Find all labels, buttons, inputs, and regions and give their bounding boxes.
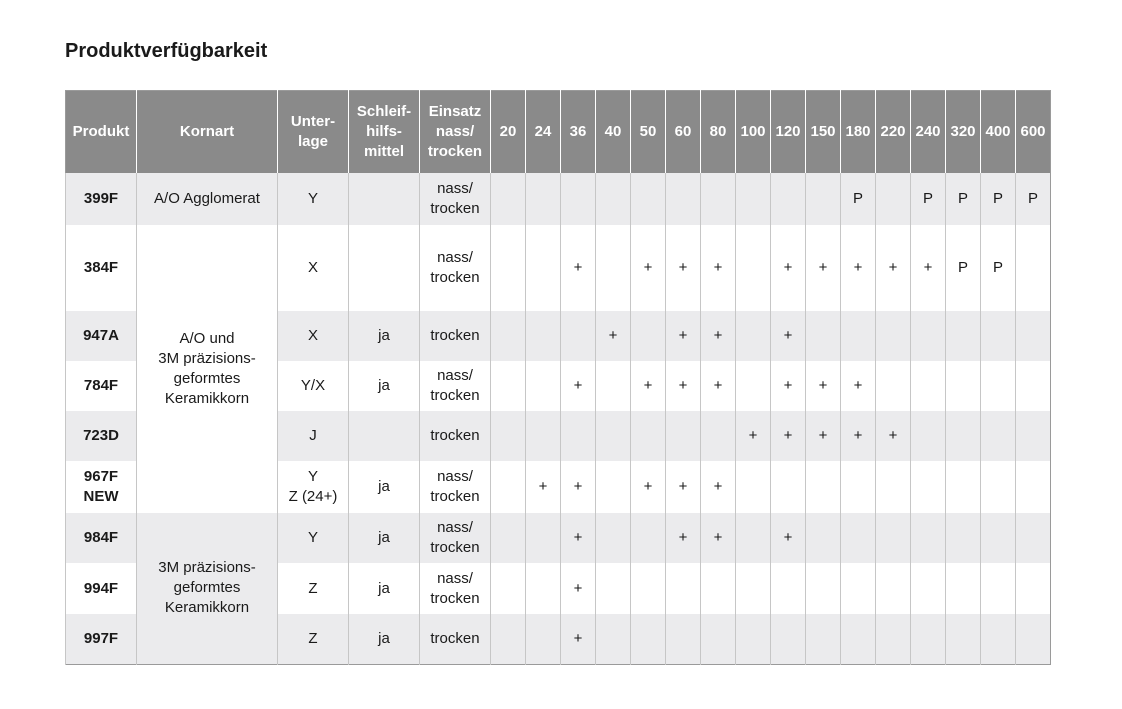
unterlage-cell: Z xyxy=(278,614,349,664)
grit-cell: + xyxy=(876,225,911,311)
grit-cell xyxy=(596,563,631,614)
header-grit: 180 xyxy=(841,91,876,174)
grit-cell xyxy=(596,513,631,563)
grit-cell xyxy=(491,311,526,361)
grit-cell: P xyxy=(1016,173,1051,225)
grit-cell xyxy=(596,614,631,664)
grit-cell: + xyxy=(666,513,701,563)
header-grit: 400 xyxy=(981,91,1016,174)
einsatz-cell: nass/ trocken xyxy=(420,513,491,563)
grit-cell xyxy=(911,411,946,461)
grit-cell xyxy=(526,614,561,664)
grit-cell: P xyxy=(981,225,1016,311)
grit-cell: + xyxy=(701,513,736,563)
grit-cell xyxy=(596,361,631,411)
table-row xyxy=(66,225,1051,311)
grit-cell xyxy=(911,311,946,361)
grit-cell: + xyxy=(666,311,701,361)
product-code: 967F NEW xyxy=(66,461,137,513)
grit-cell: + xyxy=(561,461,596,513)
grit-cell xyxy=(736,173,771,225)
grit-cell: + xyxy=(841,225,876,311)
product-code: 723D xyxy=(66,411,137,461)
grit-cell: + xyxy=(701,461,736,513)
grit-cell xyxy=(631,513,666,563)
unterlage-cell: Y xyxy=(278,513,349,563)
grit-cell xyxy=(596,225,631,311)
grit-cell: + xyxy=(666,461,701,513)
schleifhilfsmittel-cell xyxy=(349,411,420,461)
kornart-cell: 3M präzisions- geformtes Keramikkorn xyxy=(137,513,278,664)
grit-cell xyxy=(981,311,1016,361)
unterlage-cell: J xyxy=(278,411,349,461)
grit-cell xyxy=(876,361,911,411)
grit-cell: + xyxy=(526,461,561,513)
grit-cell xyxy=(631,311,666,361)
grit-cell: + xyxy=(771,513,806,563)
header-grit: 60 xyxy=(666,91,701,174)
grit-cell xyxy=(806,311,841,361)
grit-cell xyxy=(526,311,561,361)
grit-cell: + xyxy=(666,225,701,311)
grit-cell xyxy=(1016,361,1051,411)
grit-cell xyxy=(491,614,526,664)
schleifhilfsmittel-cell: ja xyxy=(349,461,420,513)
grit-cell: + xyxy=(911,225,946,311)
grit-cell xyxy=(981,563,1016,614)
schleifhilfsmittel-cell: ja xyxy=(349,513,420,563)
grit-cell xyxy=(946,614,981,664)
einsatz-cell: nass/ trocken xyxy=(420,461,491,513)
grit-cell xyxy=(946,513,981,563)
grit-cell xyxy=(526,563,561,614)
grit-cell xyxy=(491,513,526,563)
header-grit: 50 xyxy=(631,91,666,174)
grit-cell: + xyxy=(561,361,596,411)
einsatz-cell: trocken xyxy=(420,311,491,361)
grit-cell xyxy=(806,513,841,563)
grit-cell xyxy=(561,173,596,225)
grit-cell xyxy=(946,461,981,513)
grit-cell xyxy=(631,411,666,461)
grit-cell xyxy=(736,513,771,563)
unterlage-cell: Z xyxy=(278,563,349,614)
header-kornart: Kornart xyxy=(137,91,278,174)
schleifhilfsmittel-cell: ja xyxy=(349,361,420,411)
grit-cell xyxy=(876,311,911,361)
grit-cell xyxy=(841,513,876,563)
einsatz-cell: nass/ trocken xyxy=(420,173,491,225)
grit-cell xyxy=(736,225,771,311)
grit-cell: + xyxy=(701,225,736,311)
grit-cell xyxy=(911,614,946,664)
grit-cell: + xyxy=(631,461,666,513)
grit-cell xyxy=(806,173,841,225)
grit-cell: P xyxy=(981,173,1016,225)
page-title: Produktverfügbarkeit xyxy=(65,40,268,62)
header-grit: 150 xyxy=(806,91,841,174)
kornart-cell: A/O Agglomerat xyxy=(137,173,278,225)
grit-cell: P xyxy=(911,173,946,225)
grit-cell xyxy=(981,513,1016,563)
grit-cell xyxy=(806,461,841,513)
table-header-row xyxy=(66,91,1051,174)
header-grit: 40 xyxy=(596,91,631,174)
grit-cell xyxy=(771,461,806,513)
unterlage-cell: X xyxy=(278,225,349,311)
grit-cell: + xyxy=(701,311,736,361)
header-grit: 320 xyxy=(946,91,981,174)
grit-cell xyxy=(491,225,526,311)
grit-cell xyxy=(596,173,631,225)
grit-cell: + xyxy=(771,361,806,411)
grit-cell: P xyxy=(946,173,981,225)
product-availability-table xyxy=(65,90,1051,665)
grit-cell xyxy=(491,563,526,614)
grit-cell xyxy=(1016,563,1051,614)
header-grit: 240 xyxy=(911,91,946,174)
grit-cell xyxy=(736,563,771,614)
grit-cell xyxy=(631,614,666,664)
grit-cell xyxy=(946,411,981,461)
grit-cell xyxy=(666,173,701,225)
grit-cell: + xyxy=(876,411,911,461)
unterlage-cell: Y/X xyxy=(278,361,349,411)
grit-cell xyxy=(981,411,1016,461)
header-einsatz: Einsatz nass/ trocken xyxy=(420,91,491,174)
grit-cell xyxy=(876,173,911,225)
grit-cell xyxy=(981,614,1016,664)
unterlage-cell: X xyxy=(278,311,349,361)
grit-cell xyxy=(876,614,911,664)
grit-cell: + xyxy=(701,361,736,411)
header-grit: 120 xyxy=(771,91,806,174)
grit-cell xyxy=(1016,411,1051,461)
einsatz-cell: trocken xyxy=(420,411,491,461)
grit-cell xyxy=(981,461,1016,513)
grit-cell xyxy=(911,563,946,614)
grit-cell xyxy=(841,563,876,614)
kornart-cell: A/O und 3M präzisions- geformtes Keramikkorn xyxy=(137,225,278,513)
schleifhilfsmittel-cell: ja xyxy=(349,311,420,361)
grit-cell xyxy=(526,361,561,411)
grit-cell xyxy=(911,361,946,411)
grit-cell xyxy=(666,563,701,614)
grit-cell xyxy=(736,311,771,361)
grit-cell xyxy=(876,461,911,513)
grit-cell xyxy=(736,361,771,411)
grit-cell: + xyxy=(666,361,701,411)
grit-cell: + xyxy=(561,513,596,563)
grit-cell xyxy=(561,311,596,361)
grit-cell xyxy=(806,563,841,614)
grit-cell: + xyxy=(596,311,631,361)
grit-cell xyxy=(981,361,1016,411)
grit-cell xyxy=(701,563,736,614)
grit-cell xyxy=(491,461,526,513)
grit-cell: P xyxy=(841,173,876,225)
schleifhilfsmittel-cell: ja xyxy=(349,614,420,664)
header-unterlage: Unter- lage xyxy=(278,91,349,174)
schleifhilfsmittel-cell xyxy=(349,173,420,225)
grit-cell xyxy=(701,614,736,664)
grit-cell: P xyxy=(946,225,981,311)
schleifhilfsmittel-cell: ja xyxy=(349,563,420,614)
grit-cell xyxy=(841,614,876,664)
grit-cell xyxy=(491,361,526,411)
grit-cell: + xyxy=(771,225,806,311)
grit-cell: + xyxy=(841,411,876,461)
grit-cell xyxy=(526,173,561,225)
grit-cell xyxy=(526,513,561,563)
header-grit: 80 xyxy=(701,91,736,174)
grit-cell xyxy=(1016,461,1051,513)
grit-cell: + xyxy=(806,361,841,411)
grit-cell xyxy=(1016,225,1051,311)
grit-cell xyxy=(666,614,701,664)
einsatz-cell: nass/ trocken xyxy=(420,225,491,311)
grit-cell xyxy=(1016,614,1051,664)
unterlage-cell: Y Z (24+) xyxy=(278,461,349,513)
schleifhilfsmittel-cell xyxy=(349,225,420,311)
grit-cell: + xyxy=(806,411,841,461)
grit-cell xyxy=(946,563,981,614)
grit-cell xyxy=(491,411,526,461)
table-row xyxy=(66,513,1051,563)
header-grit: 100 xyxy=(736,91,771,174)
grit-cell xyxy=(911,513,946,563)
grit-cell xyxy=(946,311,981,361)
header-grit: 600 xyxy=(1016,91,1051,174)
grit-cell xyxy=(841,311,876,361)
unterlage-cell: Y xyxy=(278,173,349,225)
header-grit: 20 xyxy=(491,91,526,174)
grit-cell xyxy=(771,614,806,664)
grit-cell xyxy=(596,461,631,513)
table-row xyxy=(66,173,1051,225)
grit-cell: + xyxy=(631,361,666,411)
product-code: 994F xyxy=(66,563,137,614)
grit-cell xyxy=(911,461,946,513)
grit-cell xyxy=(841,461,876,513)
header-grit: 220 xyxy=(876,91,911,174)
grit-cell xyxy=(736,614,771,664)
grit-cell xyxy=(1016,311,1051,361)
grit-cell xyxy=(526,225,561,311)
einsatz-cell: nass/ trocken xyxy=(420,563,491,614)
header-produkt: Produkt xyxy=(66,91,137,174)
product-code: 984F xyxy=(66,513,137,563)
product-code: 784F xyxy=(66,361,137,411)
grit-cell xyxy=(526,411,561,461)
grit-cell: + xyxy=(771,411,806,461)
grit-cell: + xyxy=(806,225,841,311)
grit-cell: + xyxy=(771,311,806,361)
grit-cell xyxy=(631,563,666,614)
einsatz-cell: trocken xyxy=(420,614,491,664)
grit-cell xyxy=(596,411,631,461)
grit-cell xyxy=(946,361,981,411)
grit-cell xyxy=(701,411,736,461)
product-code: 947A xyxy=(66,311,137,361)
grit-cell: + xyxy=(561,614,596,664)
grit-cell xyxy=(806,614,841,664)
grit-cell xyxy=(561,411,596,461)
header-grit: 36 xyxy=(561,91,596,174)
grit-cell xyxy=(491,173,526,225)
grit-cell xyxy=(631,173,666,225)
grit-cell xyxy=(666,411,701,461)
grit-cell: + xyxy=(841,361,876,411)
grit-cell: + xyxy=(736,411,771,461)
header-grit: 24 xyxy=(526,91,561,174)
grit-cell: + xyxy=(561,563,596,614)
grit-cell: + xyxy=(561,225,596,311)
einsatz-cell: nass/ trocken xyxy=(420,361,491,411)
grit-cell xyxy=(876,563,911,614)
grit-cell xyxy=(701,173,736,225)
grit-cell xyxy=(771,173,806,225)
product-code: 399F xyxy=(66,173,137,225)
grit-cell: + xyxy=(631,225,666,311)
product-code: 997F xyxy=(66,614,137,664)
grit-cell xyxy=(771,563,806,614)
product-code: 384F xyxy=(66,225,137,311)
grit-cell xyxy=(736,461,771,513)
grit-cell xyxy=(876,513,911,563)
header-schleifhilfsmittel: Schleif- hilfs- mittel xyxy=(349,91,420,174)
grit-cell xyxy=(1016,513,1051,563)
